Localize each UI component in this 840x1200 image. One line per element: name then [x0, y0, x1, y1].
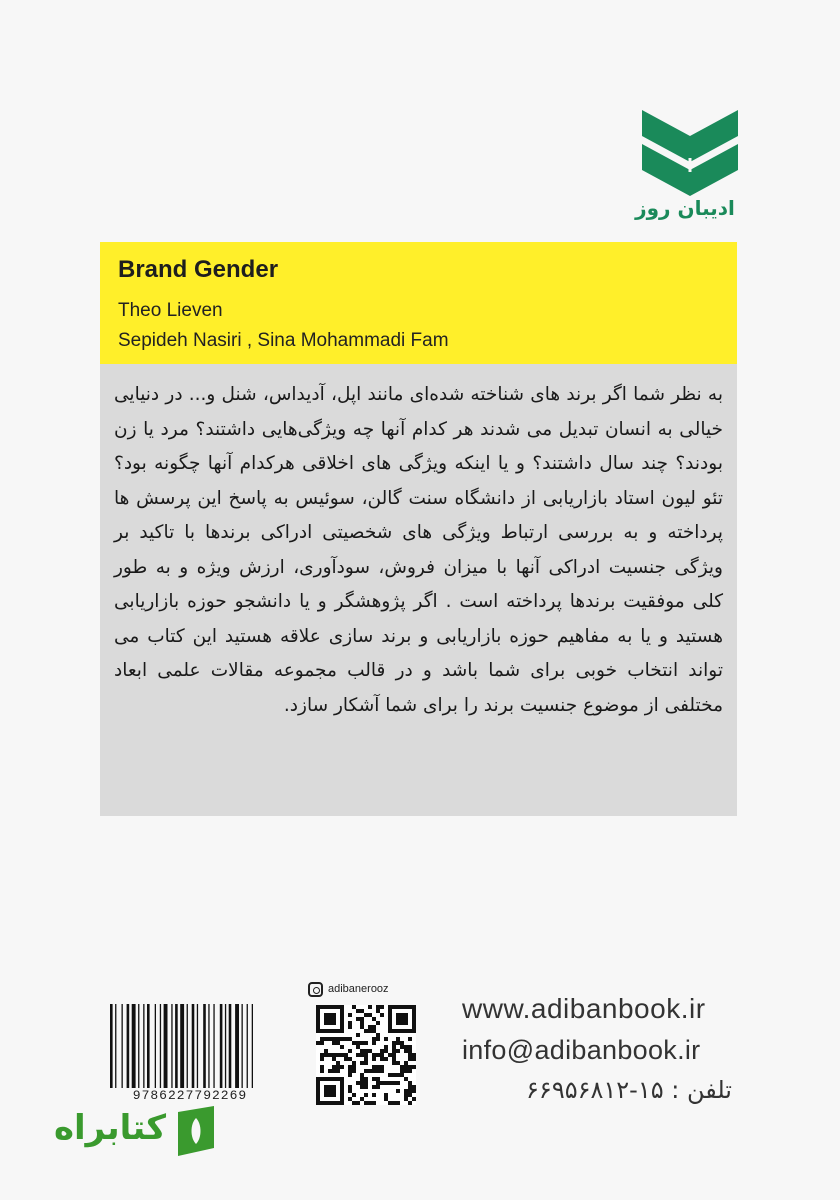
ketabrah-logo-icon	[172, 1102, 220, 1160]
qr-code[interactable]	[316, 1005, 416, 1105]
description-box	[100, 364, 737, 816]
isbn-barcode	[108, 1000, 268, 1100]
book-translators: Sepideh Nasiri , Sina Mohammadi Fam	[118, 330, 449, 351]
phone-number: تلفن : ۱۵-۶۶۹۵۶۸۱۲	[526, 1076, 732, 1104]
website-link[interactable]: www.adibanbook.ir	[462, 993, 706, 1024]
ketabrah-wordmark: کتابراه	[53, 1108, 166, 1148]
instagram-row[interactable]	[308, 980, 438, 1002]
publisher-name: ادیبان روز	[635, 196, 735, 220]
book-description: به نظر شما اگر برند های شناخته شده‌ای مانند اپل، آدیداس، شنل و... در دنیایی خیالی به انسان تبدیل می شدند هر کدام آنها چه ویژگی‌هایی داشتند؟ مرد یا زن بودند؟ چند سال داشتند؟ و یا اینکه ویژگی های اخلاقی هرکدام آنها چگونه بود؟ تئو لیون استاد بازاریابی از دانشگاه سنت گالن، سوئیس به پاسخ این پرسش ها پرداخته و به بررسی ارتباط ویژگی های شخصیتی ادراکی برندها با تاکید بر ویژگی جنسیت ادراکی آنها با میزان فروش، سودآوری، ارزش ویژه و به طور کلی موفقیت برندها پرداخته است . اگر پژوهشگر و یا دانشجو حوزه بازاریابی هستید و یا به مفاهیم حوزه بازاریابی و برند سازی علاقه هستید این کتاب می تواند انتخاب خوبی برای شما باشد و در قالب مجموعه مقالات علمی ابعاد مختلفی از موضوع جنسیت برند را برای شما آشکار سازد.	[114, 384, 723, 716]
instagram-handle: adibanerooz	[328, 983, 389, 995]
title-band	[100, 242, 737, 364]
isbn-number: 9786227792269	[110, 1088, 270, 1103]
book-title: Brand Gender	[118, 256, 279, 283]
book-author: Theo Lieven	[118, 300, 223, 321]
email-link[interactable]: info@adibanbook.ir	[462, 1035, 701, 1065]
instagram-icon	[308, 982, 323, 997]
ketabrah-watermark	[36, 1102, 216, 1162]
